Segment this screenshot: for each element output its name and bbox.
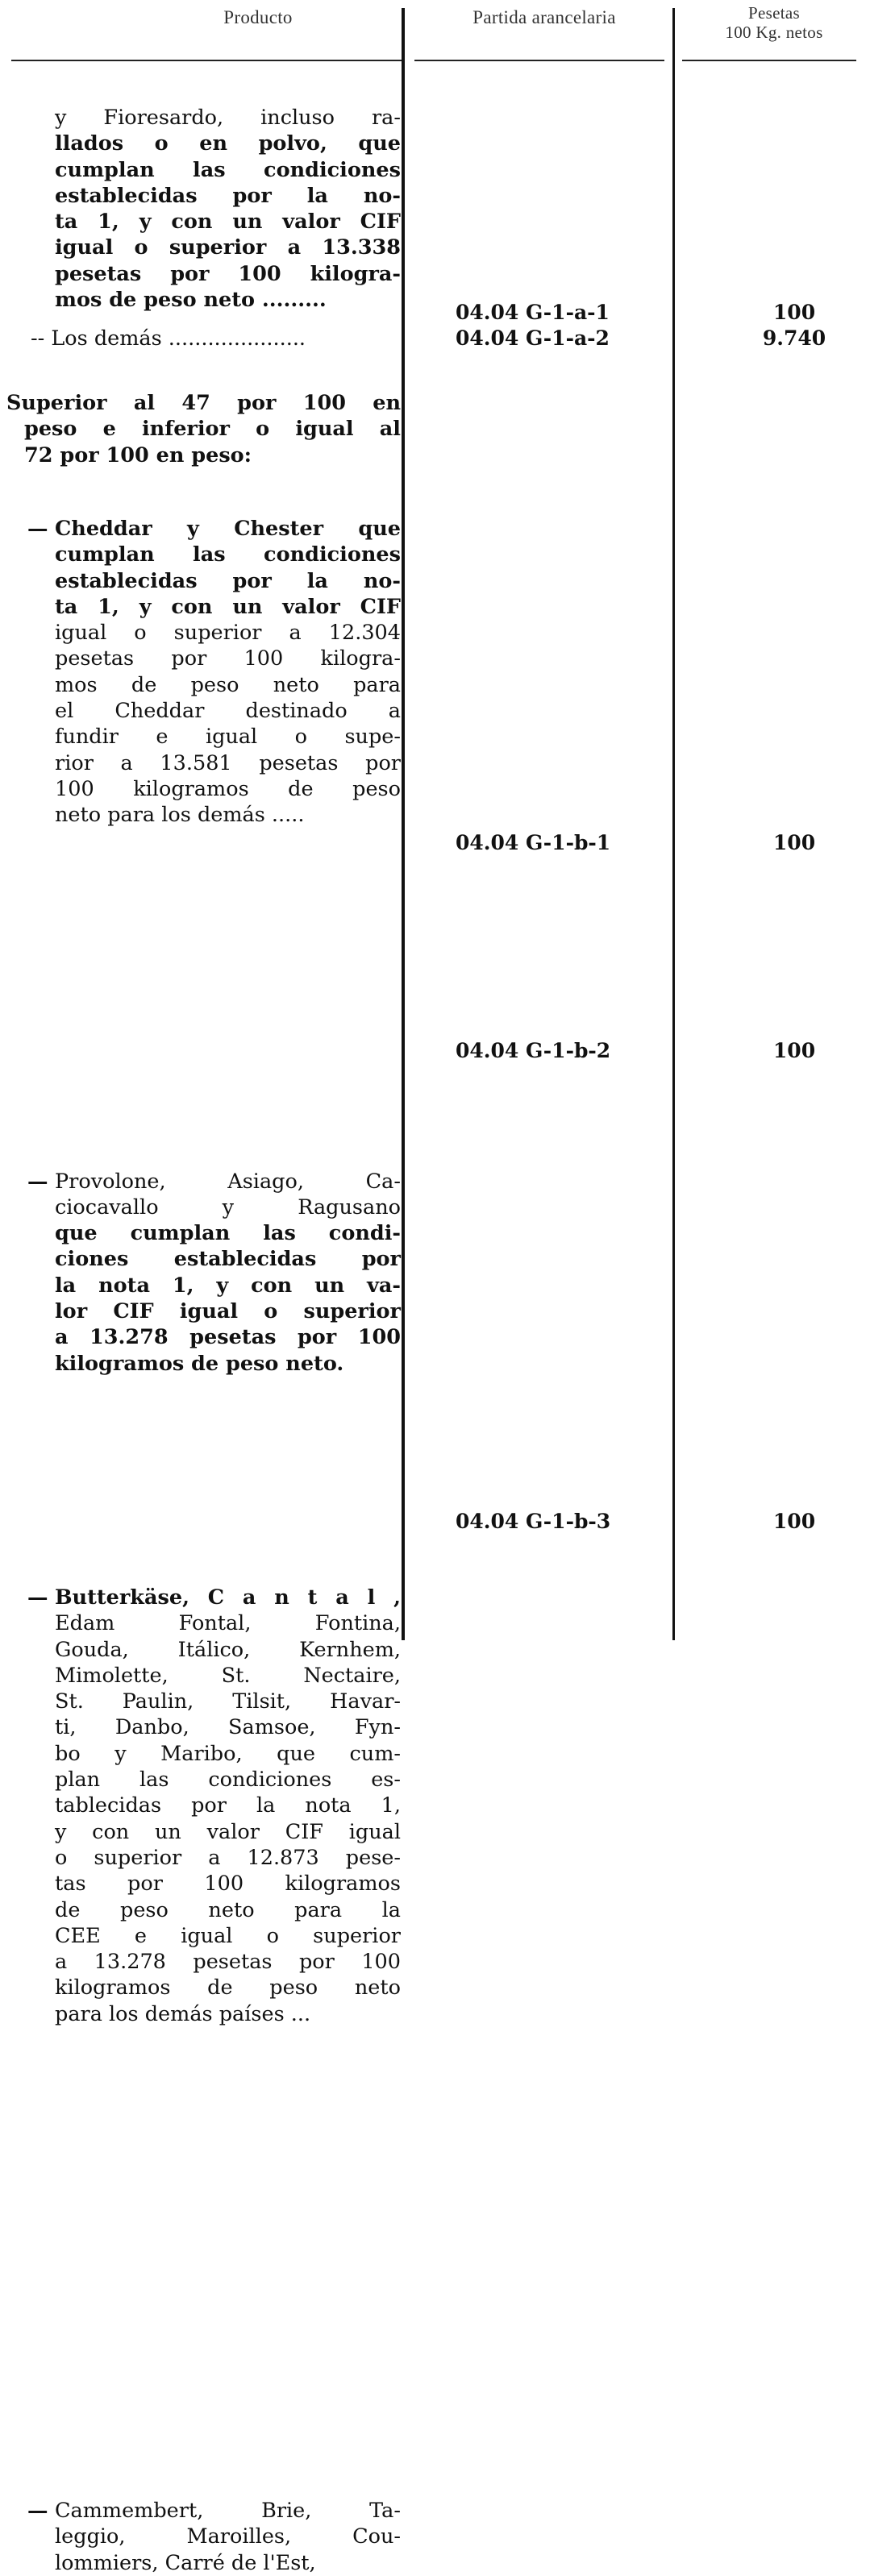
product-line: mos de peso neto ......... (55, 288, 327, 313)
product-line: o superior a 12.873 pese- (55, 1845, 401, 1870)
product-line: bo y Maribo, que cum- (55, 1741, 401, 1766)
header-rule-partida (414, 60, 664, 61)
product-line: establecidas por la no- (55, 568, 401, 593)
product-line: tas por 100 kilogramos (55, 1872, 401, 1897)
product-line: kilogramos de peso neto (55, 1976, 401, 2001)
product-line: para los demás países ... (55, 2001, 311, 2026)
product-line: a 13.278 pesetas por 100 (55, 1325, 401, 1350)
product-line: leggio, Maroilles, Cou- (55, 2524, 401, 2549)
dash-marker: — (27, 2498, 48, 2523)
product-line: ciones establecidas por (55, 1247, 401, 1272)
column-divider-2 (672, 8, 675, 1640)
product-line: 72 por 100 en peso: (24, 442, 252, 467)
header-pesetas-line2: 100 Kg. netos (725, 23, 823, 42)
header-partida-arancelaria: Partida arancelaria (472, 7, 616, 27)
product-line: igual o superior a 12.304 (55, 621, 401, 646)
pesetas-value: 100 (772, 831, 816, 854)
product-line: lommiers, Carré de l'Est, (55, 2550, 316, 2575)
product-line: peso e inferior o igual al (24, 417, 401, 442)
dash-marker: — (27, 1169, 48, 1194)
pesetas-value: 100 (772, 301, 816, 324)
product-line: lor CIF igual o superior (55, 1299, 401, 1324)
product-line: plan las condiciones es- (55, 1768, 401, 1793)
tariff-code: 04.04 G-1-b-2 (456, 1039, 611, 1062)
product-line: cumplan las condiciones (55, 157, 401, 182)
product-line: ta 1, y con un valor CIF (55, 594, 401, 619)
product-line: pesetas por 100 kilogra- (55, 261, 401, 286)
product-line: ciocavallo y Ragusano (55, 1195, 401, 1219)
product-line: neto para los demás ..... (55, 803, 305, 828)
product-line: kilogramos de peso neto. (55, 1351, 344, 1376)
product-entry-fioresardo (0, 105, 401, 313)
product-line: Gouda, Itálico, Kernhem, (55, 1637, 401, 1662)
column-divider-1 (402, 8, 405, 1640)
tariff-code: 04.04 G-1-a-1 (456, 301, 610, 324)
header-pesetas (681, 3, 867, 42)
product-line: mos de peso neto para (55, 672, 401, 697)
product-entry-los-demas (0, 326, 401, 351)
product-line: CEE e igual o superior (55, 1923, 401, 1948)
pesetas-value: 100 (772, 1039, 816, 1062)
product-line: que cumplan las condi- (55, 1221, 401, 1246)
product-line: Mimolette, St. Nectaire, (55, 1663, 401, 1688)
product-line: Cheddar y Chester que (55, 517, 401, 541)
tariff-code: 04.04 G-1-b-1 (456, 831, 611, 854)
tariff-code: 04.04 G-1-b-3 (456, 1510, 611, 1533)
tariff-code: 04.04 G-1-a-2 (456, 326, 610, 350)
product-line: ti, Danbo, Samsoe, Fyn- (55, 1715, 401, 1740)
product-line: Cammembert, Brie, Ta- (55, 2498, 401, 2523)
product-line: y Fioresardo, incluso ra- (55, 106, 401, 130)
product-line: Edam Fontal, Fontina, (55, 1611, 401, 1636)
product-line: 100 kilogramos de peso (55, 776, 401, 801)
header-rule-producto (11, 60, 403, 61)
product-line: St. Paulin, Tilsit, Havar- (55, 1689, 401, 1714)
product-line: Provolone, Asiago, Ca- (55, 1169, 401, 1194)
product-line: Butterkäse, C a n t a l , (55, 1585, 401, 1610)
product-line: rior a 13.581 pesetas por (55, 750, 401, 775)
product-line: a 13.278 pesetas por 100 (55, 1950, 401, 1975)
product-line: Superior al 47 por 100 en (6, 391, 401, 415)
pesetas-value: 100 (772, 1510, 816, 1533)
product-line: cumplan las condiciones (55, 542, 401, 567)
product-line: ta 1, y con un valor CIF (55, 210, 401, 235)
product-line: y con un valor CIF igual (55, 1819, 401, 1844)
product-line: la nota 1, y con un va- (55, 1273, 401, 1298)
product-line: igual o superior a 13.338 (55, 235, 401, 260)
product-line: pesetas por 100 kilogra- (55, 646, 401, 671)
product-entry-provolone (0, 1169, 401, 1377)
header-rule-pesetas (682, 60, 856, 61)
product-entry-butterkase (0, 1585, 401, 2027)
product-line: de peso neto para la (55, 1897, 401, 1922)
header-producto: Producto (223, 7, 293, 27)
dash-marker: — (27, 1585, 48, 1610)
product-heading-superior-47 (6, 390, 401, 468)
product-line: -- Los demás ..................... (31, 326, 306, 351)
product-line: establecidas por la no- (55, 183, 401, 208)
dash-marker: — (27, 517, 48, 541)
product-line: el Cheddar destinado a (55, 699, 401, 724)
pesetas-value: 9.740 (762, 326, 826, 350)
product-entry-cammembert (0, 2498, 401, 2576)
product-line: fundir e igual o supe- (55, 725, 401, 750)
header-pesetas-line1: Pesetas (748, 3, 800, 23)
product-entry-cheddar (0, 516, 401, 829)
product-line: tablecidas por la nota 1, (55, 1793, 401, 1818)
product-line: llados o en polvo, que (55, 131, 401, 156)
